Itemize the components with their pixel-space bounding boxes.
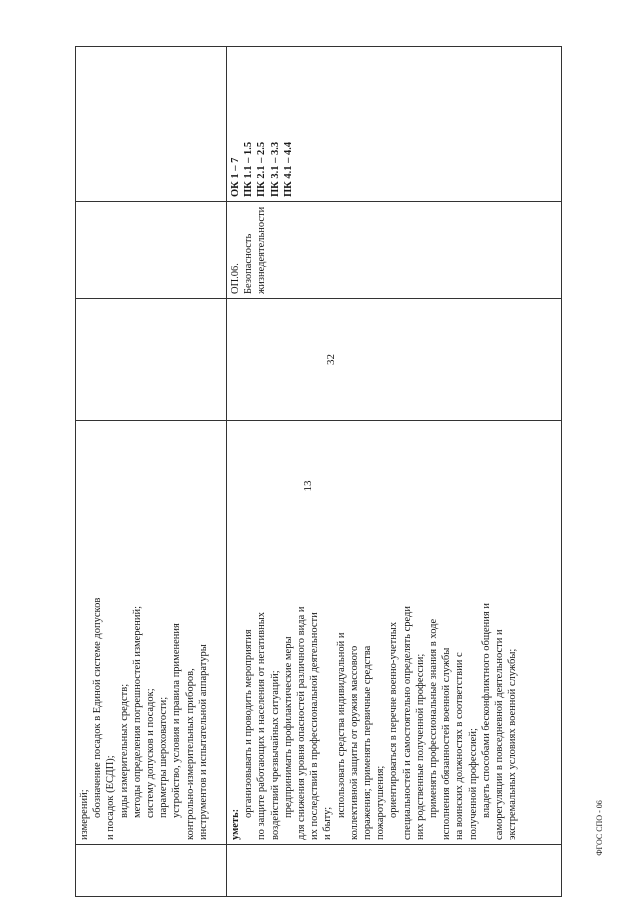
text-line: виды измерительных средств;	[118, 683, 130, 818]
text-line: экстремальных условиях военной службы;	[507, 648, 519, 840]
text-line: предпринимать профилактические меры	[282, 636, 294, 818]
text-line: параметры шероховатости;	[158, 696, 170, 818]
text-line: и посадок (ЕСДП);	[105, 755, 117, 840]
text-line: применять профессиональные знания в ходе	[428, 618, 440, 818]
text-line: методы определения погрешностей измерений;	[131, 605, 143, 818]
text-line: измерений;	[79, 789, 90, 840]
competency-code: ПК 4.1 – 4.4	[282, 141, 294, 197]
text-line: использовать средства индивидуальной и	[335, 632, 347, 818]
discipline-cell	[76, 202, 227, 299]
footer-document-code: ФГОС СПО - 06	[595, 800, 604, 856]
competency-code: ПК 2.1 – 2.5	[256, 141, 268, 197]
page-number: 13	[302, 480, 314, 492]
text-line: поражения; применять первичные средства	[362, 645, 374, 840]
index-cell	[76, 845, 227, 897]
text-line: для снижения уровня опасностей различного вида и	[296, 606, 308, 840]
competency-codes-cell	[76, 47, 227, 202]
discipline-cell	[227, 202, 562, 299]
text-line: владеть способами бесконфликтного общения и	[480, 603, 492, 818]
table-row	[227, 47, 562, 897]
text-line: коллективной защиты от оружия массового	[348, 645, 360, 840]
hours-value: 32	[325, 354, 337, 365]
text-line: воздействий чрезвычайных ситуаций;	[269, 670, 281, 840]
index-cell	[227, 845, 562, 897]
text-line: инструментов и испытательной аппаратуры	[197, 644, 209, 840]
discipline-index: ОП.06.	[230, 263, 241, 294]
text-line: полученной профессией;	[467, 728, 479, 840]
discipline-name-line: жизнедеятельности	[256, 206, 268, 294]
hours-cell	[227, 299, 562, 421]
text-line: систему допусков и посадок;	[145, 688, 157, 818]
text-line: саморегуляции в повседневной деятельности и	[494, 629, 506, 840]
text-line: устройство, условия и правила применения	[171, 623, 183, 818]
hours-cell	[76, 299, 227, 421]
section-heading: уметь:	[230, 808, 241, 840]
competency-codes-cell	[227, 47, 562, 202]
text-line: исполнения обязанностей военной службы	[441, 647, 453, 840]
text-line: контрольно-измерительных приборов,	[184, 668, 196, 840]
text-line: обозначение посадок в Единой системе допусков	[92, 597, 104, 818]
text-line: них родственные полученной профессии;	[414, 653, 426, 840]
knowledge-cell	[76, 421, 227, 845]
competency-code: ОК 1 – 7	[230, 157, 241, 197]
text-line: на воинских должностях в соответствии с	[454, 652, 466, 840]
text-line: ориентироваться в перечне военно-учетных	[388, 621, 400, 818]
competency-code: ПК 1.1 – 1.5	[243, 141, 255, 197]
hours-value	[78, 303, 174, 416]
rotated-table-content	[75, 47, 555, 897]
table-row	[76, 47, 227, 897]
skills-cell	[227, 421, 562, 845]
discipline-name-line: Безопасность	[243, 233, 255, 294]
text-line: специальностей и самостоятельно определять среди	[401, 606, 413, 840]
text-line: пожаротушения;	[375, 765, 387, 840]
competency-table	[75, 46, 562, 897]
competency-code: ПК 3.1 – 3.3	[269, 141, 281, 197]
text-line: и быту;	[322, 806, 334, 840]
text-line: организовывать и проводить мероприятия	[243, 629, 255, 818]
text-line: их последствий в профессиональной деятельности	[309, 612, 321, 840]
text-line: по защите работающих и населения от негативных	[256, 611, 268, 840]
rotated-table-frame	[75, 47, 555, 897]
